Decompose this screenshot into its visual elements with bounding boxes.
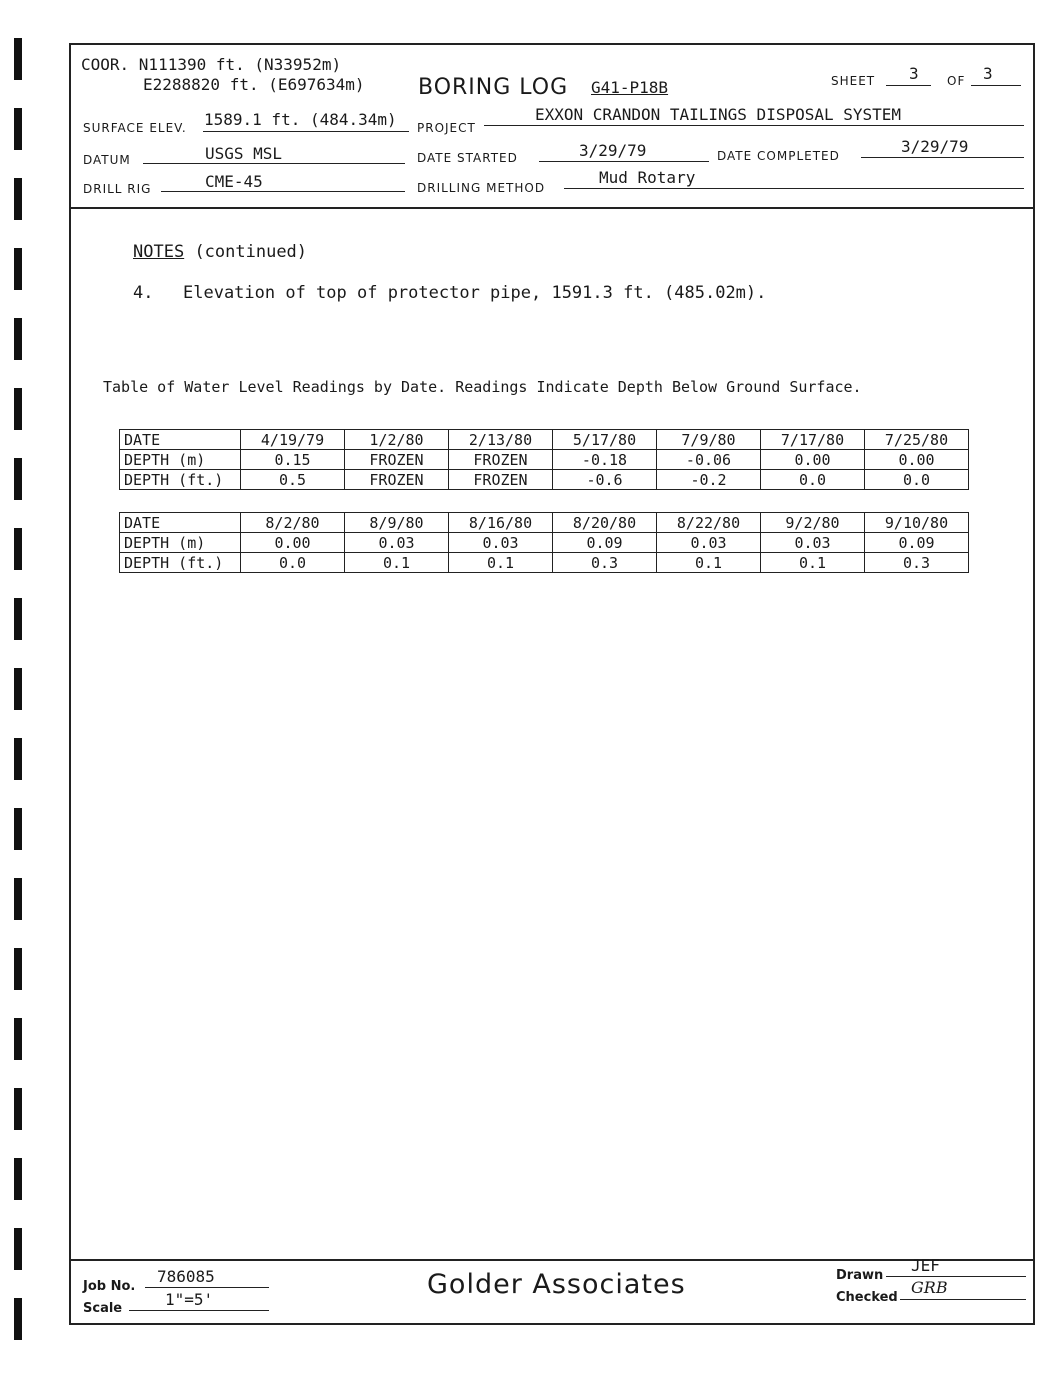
- binder-hole-mark: [14, 738, 22, 780]
- sheet-number: 3: [909, 64, 919, 83]
- depth-ft-cell: FROZEN: [449, 470, 553, 490]
- sheet-total: 3: [983, 64, 993, 83]
- depth-ft-cell: FROZEN: [345, 470, 449, 490]
- binder-hole-mark: [14, 808, 22, 850]
- drawn-label: Drawn: [836, 1268, 884, 1283]
- depth-ft-cell: 0.5: [241, 470, 345, 490]
- row-label: DEPTH (m): [120, 533, 241, 553]
- depth-m-cell: 0.03: [449, 533, 553, 553]
- project-name: EXXON CRANDON TAILINGS DISPOSAL SYSTEM: [535, 105, 902, 124]
- date-cell: 9/10/80: [865, 513, 969, 533]
- table-caption: Table of Water Level Readings by Date. Readings Indicate Depth Below Ground Surface.: [103, 378, 862, 396]
- drilling-method-label: DRILLING METHOD: [417, 181, 546, 195]
- notes-heading: [133, 242, 307, 262]
- date-cell: 8/20/80: [553, 513, 657, 533]
- table-row-depth-m: [120, 533, 969, 553]
- row-label: DATE: [120, 430, 241, 450]
- depth-m-cell: -0.06: [657, 450, 761, 470]
- job-number-label: Job No.: [83, 1279, 136, 1294]
- coordinates-east: E2288820 ft. (E697634m): [143, 75, 365, 94]
- table-row-date: [120, 513, 969, 533]
- row-label: DEPTH (ft.): [120, 553, 241, 573]
- date-started-label: DATE STARTED: [417, 151, 518, 165]
- water-level-table-2: [119, 512, 969, 573]
- depth-m-cell: 0.00: [865, 450, 969, 470]
- binder-hole-mark: [14, 178, 22, 220]
- binder-hole-mark: [14, 598, 22, 640]
- water-level-table-1: [119, 429, 969, 490]
- depth-m-cell: 0.15: [241, 450, 345, 470]
- table-row-depth-ft: [120, 470, 969, 490]
- depth-m-cell: FROZEN: [449, 450, 553, 470]
- date-cell: 8/16/80: [449, 513, 553, 533]
- depth-ft-cell: 0.3: [553, 553, 657, 573]
- depth-m-cell: 0.09: [553, 533, 657, 553]
- binder-hole-mark: [14, 318, 22, 360]
- depth-m-cell: 0.00: [761, 450, 865, 470]
- coordinates-north: COOR. N111390 ft. (N33952m): [81, 55, 342, 74]
- depth-m-cell: FROZEN: [345, 450, 449, 470]
- sheet-label: SHEET: [831, 74, 876, 88]
- binder-hole-mark: [14, 528, 22, 570]
- table-row-date: [120, 430, 969, 450]
- drill-rig: CME-45: [205, 172, 263, 191]
- row-label: DEPTH (m): [120, 450, 241, 470]
- drawn-by: JEF: [911, 1256, 940, 1275]
- table-row-depth-ft: [120, 553, 969, 573]
- date-cell: 8/9/80: [345, 513, 449, 533]
- depth-m-cell: 0.03: [345, 533, 449, 553]
- binder-hole-mark: [14, 458, 22, 500]
- scale-value: 1"=5': [165, 1290, 214, 1309]
- depth-ft-cell: 0.0: [241, 553, 345, 573]
- binder-hole-mark: [14, 108, 22, 150]
- footer-divider: [71, 1259, 1033, 1261]
- date-completed-label: DATE COMPLETED: [717, 149, 840, 163]
- table-row-depth-m: [120, 450, 969, 470]
- depth-ft-cell: 0.3: [865, 553, 969, 573]
- drilling-method: Mud Rotary: [599, 168, 696, 187]
- binder-hole-mark: [14, 1018, 22, 1060]
- binder-hole-mark: [14, 668, 22, 710]
- binder-hole-mark: [14, 388, 22, 430]
- binder-hole-mark: [14, 1158, 22, 1200]
- boring-log-sheet: [69, 43, 1035, 1325]
- depth-m-cell: -0.18: [553, 450, 657, 470]
- depth-ft-cell: -0.2: [657, 470, 761, 490]
- binder-hole-mark: [14, 38, 22, 80]
- date-started: 3/29/79: [579, 141, 647, 160]
- surface-elev-label: SURFACE ELEV.: [83, 121, 187, 135]
- of-label: OF: [947, 74, 966, 88]
- binder-hole-mark: [14, 1228, 22, 1270]
- date-cell: 7/25/80: [865, 430, 969, 450]
- scale-label: Scale: [83, 1301, 123, 1316]
- depth-m-cell: 0.00: [241, 533, 345, 553]
- project-label: PROJECT: [417, 121, 476, 135]
- drill-rig-label: DRILL RIG: [83, 182, 152, 196]
- date-cell: 7/17/80: [761, 430, 865, 450]
- binder-hole-mark: [14, 248, 22, 290]
- surface-elevation: 1589.1 ft. (484.34m): [204, 110, 397, 129]
- header-divider: [71, 207, 1033, 209]
- checked-label: Checked: [836, 1290, 898, 1305]
- date-cell: 8/22/80: [657, 513, 761, 533]
- date-cell: 8/2/80: [241, 513, 345, 533]
- depth-ft-cell: 0.0: [865, 470, 969, 490]
- boring-log-id: G41-P18B: [591, 78, 669, 97]
- date-cell: 9/2/80: [761, 513, 865, 533]
- row-label: DATE: [120, 513, 241, 533]
- depth-ft-cell: 0.0: [761, 470, 865, 490]
- depth-m-cell: 0.03: [657, 533, 761, 553]
- company-name: Golder Associates: [427, 1269, 686, 1300]
- form-title: BORING LOG: [418, 75, 569, 100]
- datum-label: DATUM: [83, 153, 131, 167]
- date-completed: 3/29/79: [901, 137, 969, 156]
- date-cell: 2/13/80: [449, 430, 553, 450]
- depth-ft-cell: 0.1: [449, 553, 553, 573]
- checked-by-signature: GRB: [911, 1278, 948, 1297]
- row-label: DEPTH (ft.): [120, 470, 241, 490]
- date-cell: 7/9/80: [657, 430, 761, 450]
- date-cell: 5/17/80: [553, 430, 657, 450]
- depth-ft-cell: 0.1: [657, 553, 761, 573]
- binder-hole-mark: [14, 948, 22, 990]
- date-cell: 1/2/80: [345, 430, 449, 450]
- job-number: 786085: [157, 1267, 215, 1286]
- date-cell: 4/19/79: [241, 430, 345, 450]
- depth-m-cell: 0.03: [761, 533, 865, 553]
- datum-value: USGS MSL: [205, 144, 283, 163]
- note-item-text: Elevation of top of protector pipe, 1591.3 ft. (485.02m).: [183, 283, 767, 303]
- binder-hole-mark: [14, 1088, 22, 1130]
- binder-hole-mark: [14, 878, 22, 920]
- notes-heading-suffix: (continued): [194, 242, 308, 262]
- depth-ft-cell: 0.1: [345, 553, 449, 573]
- depth-ft-cell: 0.1: [761, 553, 865, 573]
- binder-hole-mark: [14, 1298, 22, 1340]
- notes-heading-label: NOTES: [133, 242, 185, 262]
- depth-ft-cell: -0.6: [553, 470, 657, 490]
- depth-m-cell: 0.09: [865, 533, 969, 553]
- note-item-number: 4.: [133, 283, 154, 303]
